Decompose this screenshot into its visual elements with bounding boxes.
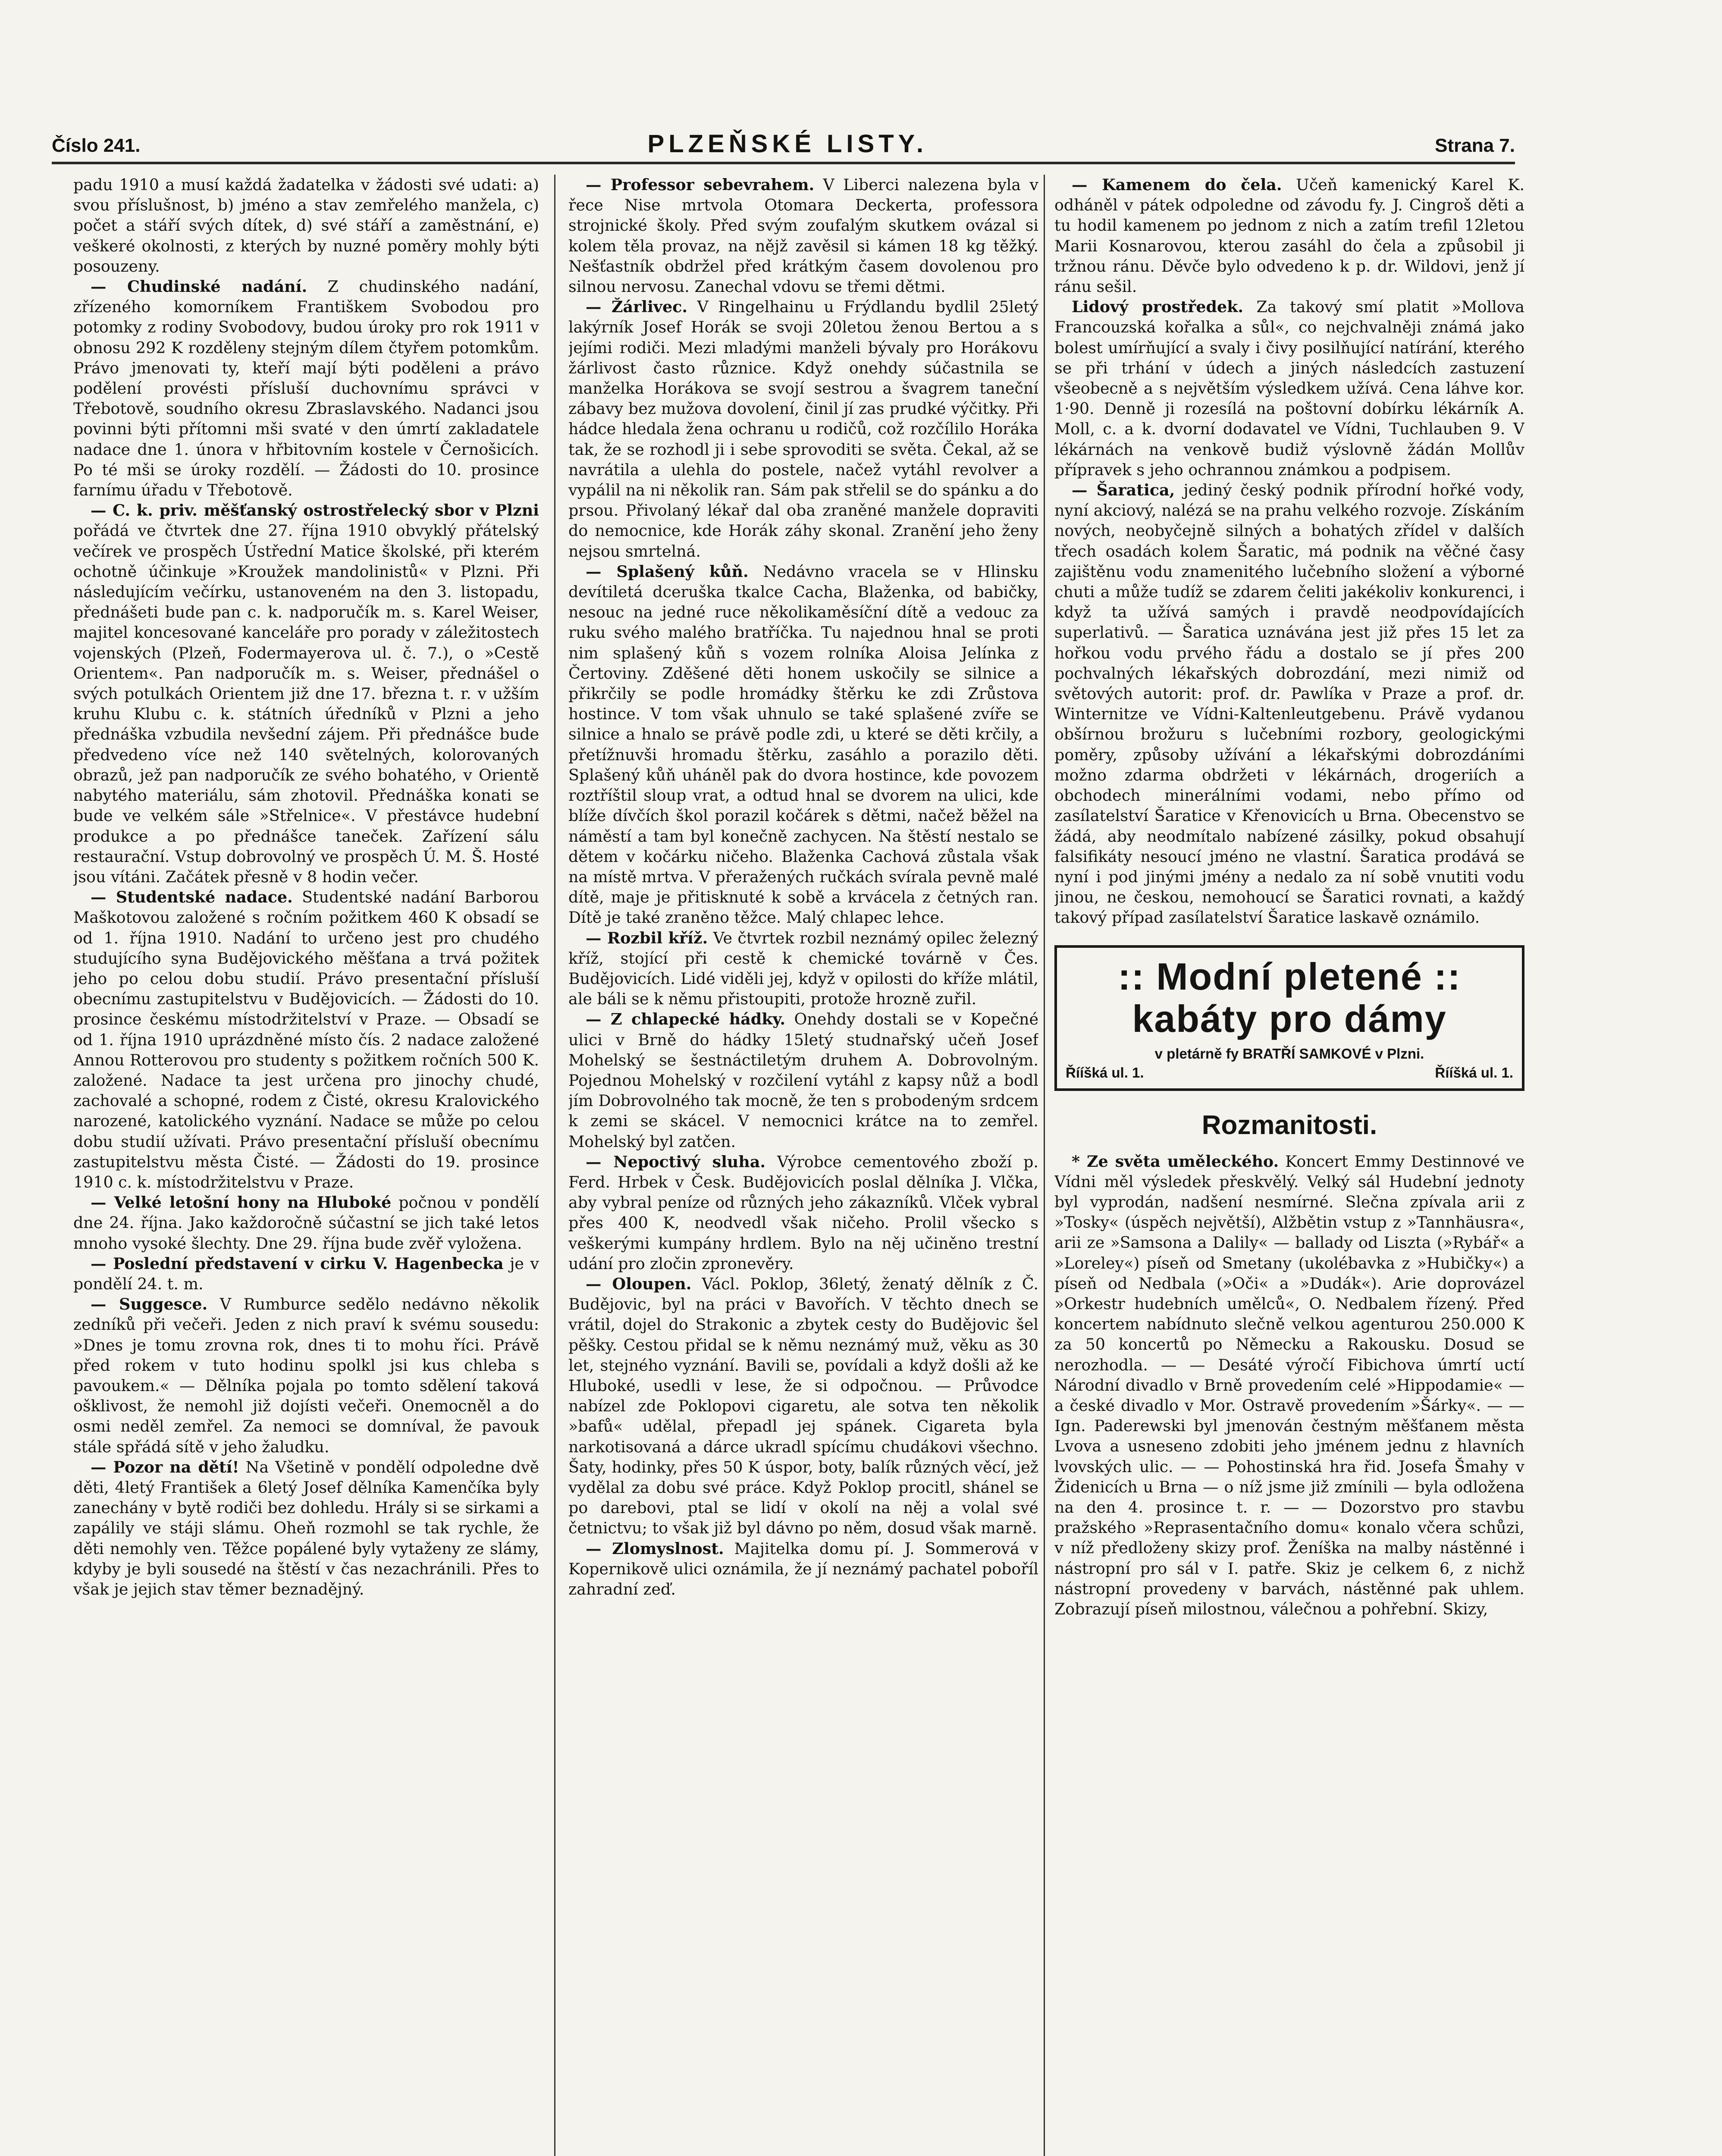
article — [568, 1539, 1038, 1600]
article-heading: — Šaratica, — [1072, 481, 1175, 500]
article-text: jediný český podnik přírodní hořké vody, nyní akciový, nalézá se na prahu velkého rozvoje. Získáním nových, neobyčejně silných a bohatých zřídel v dalších třech osadách kolem Šaratic, má podnik na věčné časy zajištěnu vodu znamenitého lučebního složení a výborné chuti a může tudíž se zdarem čeliti jakékoliv konkurenci, i když ta užívá samých i pravdě neodpovídajících superlativů. — Šaratica uznávána jest již přes 15 let za hořkou vodu prvého řádu a dostalo se jí přes 200 pochvalných lékařských dobrozdání, mezi nimiž od světových autorit: prof. dr. Pawlíka v Praze a prof. dr. Winternitze ve Vídni-Kaltenleutgebenu. Právě vydanou obšírnou brožuru s lučebními rozbory, geologickými poměry, způsoby užívání a lékařskými dobrozdáními možno zdarma obdržeti v lékárnách, drogeriích a obchodech minerálními vodami, nebo přímo od zasílatelství Šaratice v Křenovicích u Brna. Obecenstvo se žádá, aby neodmítalo nabízené zásilky, pokud obsahují falsifikáty nesoucí jméno ne vlastní. Šaratica prodává se nyní i pod jinými jmény a nedalo za ní sobě vnutiti vodu jinou, ne českou, nemohoucí se Šaratici rovnati, a každý takový případ zasílatelství Šaratice laskavě oznámilo. — [1054, 481, 1524, 927]
article-text: Ve čtvrtek rozbil neznámý opilec železný kříž, stojící při cestě k chemické továrně v Čes. Budějovicích. Lidé viděli jej, když v opilosti do kříže mlátil, ale báli se k němu přistoupiti, protože hrozně zuřil. — [568, 928, 1038, 1009]
article-heading: — Oloupen. — [586, 1274, 692, 1293]
column-middle — [568, 175, 1038, 2156]
article-heading: — Pozor na dětí! — [91, 1457, 239, 1476]
article-heading: — Professor sebevrahem. — [586, 175, 815, 194]
article-heading: * Ze světa uměleckého. — [1072, 1152, 1279, 1171]
article-heading: — Velké letošní hony na Hluboké — [91, 1193, 392, 1212]
article-heading: — Poslední představení v cirku V. Hagenbecka — [91, 1254, 504, 1273]
article-heading: — Žárlivec. — [586, 298, 688, 317]
article — [73, 276, 539, 500]
column-left — [73, 175, 539, 2156]
article-heading: — Zlomyslnost. — [586, 1539, 724, 1558]
article-text: padu 1910 a musí každá žadatelka v žádosti své udati: a) svou příslušnost, b) jméno a stav zemřelého manžela, c) počet a stáří svých dítek, d) své stáří a zaměstnání, e) veškeré okolnosti, z kterých by nuzné poměry mohly býti posouzeny. — [73, 175, 539, 276]
ad-address-row — [1066, 1063, 1513, 1082]
ad-subheadline: kabáty pro dámy — [1132, 997, 1447, 1040]
article — [73, 1253, 539, 1294]
article-heading: — Nepoctivý sluha. — [586, 1152, 766, 1171]
masthead-title: PLZEŇSKÉ LISTY. — [647, 130, 928, 158]
article-text: Studentské nadání Barborou Maškotovou založené s ročním požitkem 460 K obsadí se od 1. října 1910. Nadání to určeno jest pro chudého studujícího syna Budějovického měšťana a trvá požitek jeho po celou dobu studií. Právo presentační přísluší obecnímu zastupitelstvu v Budějovicích. — Žádosti do 10. prosince českému místodržitelství v Praze. — Obsadí se od 1. října 1910 uprázdněné místo čís. 2 nadace založené Annou Rotterovou pro studenty s požitkem ročních 500 K. založené. Nadace ta jest určena pro jinochy chudé, zachovalé a schopné, rodem z Čisté, okresu Kralovického narozené, katolického vyznání. Nadace se může po celou dobu studií užívati. Právo presentační přísluší obecnímu zastupitelstvu města Čisté. — Žádosti do 19. prosince 1910 c. k. místodržitelstvu v Praze. — [73, 888, 539, 1191]
article — [1054, 480, 1524, 928]
column-right — [1054, 175, 1524, 2156]
article-heading: — Kamenem do čela. — [1072, 175, 1282, 194]
article-heading: — Rozbil kříž. — [586, 928, 708, 947]
article — [568, 297, 1038, 561]
article-text: Václ. Poklop, 36letý, ženatý dělník z Č. Budějovic, byl na práci v Bavořích. V těchto dnech se vrátil, dojel do Strakonic a zbytek cesty do Budějovic šel pěšky. Cestou přidal se k němu neznámý muž, věku as 30 let, stejného vyznání. Bavili se, povídali a když došli až ke Hluboké, usedli v lese, že si odpočnou. — Průvodce nabízel zde Poklopovi cigaretu, ale sotva ten několik »bafů« udělal, přepadl jej spánek. Cigareta byla narkotisovaná a dárce ukradl spícímu chudákovi všechno. Šaty, hodinky, přes 50 K úspor, boty, balík různých věcí, jež vydělal za dobu své práce. Když Poklop procitl, shánel se po darebovi, ptal se lidí v okolí na něj a volal své četnictvu; to však již byl dávno po něm, dosud však marně. — [568, 1274, 1038, 1538]
article — [568, 1152, 1038, 1274]
article-heading: — Studentské nadace. — [91, 888, 293, 907]
advertisement-box — [1054, 945, 1524, 1091]
ad-address-right: Řííšká ul. 1. — [1435, 1064, 1513, 1081]
article — [73, 887, 539, 1192]
issue-number: Číslo 241. — [52, 135, 141, 156]
article-heading: — Z chlapecké hádky. — [586, 1010, 786, 1029]
article-text: Učeň kamenický Karel K. odháněl v pátek odpoledne od závodu fy. J. Cingroš děti a tu hodil kamenem po jednom z nich a zatím trefil 12letou Marii Kosnarovou, kterou zasáhl do čela a způsobil ji tržnou ránu. Děvče bylo odvedeno k p. dr. Wildovi, jenž jí ránu sešil. — [1054, 175, 1524, 296]
article — [73, 175, 539, 276]
article-text: V Liberci nalezena byla v řece Nise mrtvola Otomara Deckerta, professora strojnické školy. Před svým zoufalým skutkem ovázal si kolem těla provaz, na nějž zavěsil si kámen 18 kg těžký. Nešťastník obdržel před krátkým časem dovolenou pro silnou nervosu. Zanechal vdovu se třemi dětmi. — [568, 175, 1038, 296]
article-text: Výrobce cementového zboží p. Ferd. Hrbek v Česk. Budějovicích poslal dělníka J. Vlčka, aby vybral peníze od různých jeho zákazníků. Vlček vybral přes 400 K, neodvedl však ničeho. Prolil všecko s veškerými kumpány hrdlem. Bylo na něj učiněno trestní udání pro zločin zpronevěry. — [568, 1152, 1038, 1273]
article-text: Majitelka domu pí. J. Sommerová v Kopernikově ulici oznámila, že jí neznámý pachatel poboříl zahradní zeď. — [568, 1539, 1038, 1599]
article — [568, 561, 1038, 928]
article — [73, 1192, 539, 1253]
ad-address-left: Řííšká ul. 1. — [1066, 1064, 1144, 1081]
article — [73, 500, 539, 887]
article — [568, 928, 1038, 1009]
article-text: Za takový smí platit »Mollova Francouzská kořalka a sůl«, co nejchvalněji známá jako bolest umírňující a svaly i čivy posilňující natírání, kterého se při trhání v údech a jiných následcích zastuzení všeobecně a s největším výsledkem užívá. Cena láhve kor. 1·90. Denně ji rozesílá na poštovní dobírku lékárník A. Moll, c. a k. dvorní dodavatel ve Vídni, Tuchlauben 9. V lékárnách na venkově budiž výslovně žádán Mollův přípravek s jeho ochrannou známkou a podpisem. — [1054, 298, 1524, 479]
article — [73, 1457, 539, 1599]
article-heading: — C. k. priv. měšťanský ostrostřelecký sbor v Plzni — [91, 501, 539, 520]
article-heading: — Splašený kůň. — [586, 562, 749, 581]
article-text: Na Všetině v pondělí odpoledne dvě děti, 4letý František a 6letý Josef dělníka Kamenčíka byly zanechány v bytě rodiči bez dohledu. Hrály si se sirkami a zapálily ve stáji slámu. Oheň rozmohl se tak rychle, že děti nemohly ven. Těžce popálené byly vytaženy ze slámy, kdyby je byli sousedé na štěstí v čas nezachránili. Přes to však je jejich stav těmer beznadějný. — [73, 1457, 539, 1599]
column-divider — [554, 175, 555, 2156]
article-text: je v pondělí 24. t. m. — [73, 1254, 539, 1293]
article — [1054, 1151, 1524, 1620]
article-text: Nedávno vracela se v Hlinsku devítiletá dceruška tkalce Cacha, Blaženka, od babičky, nesouc na jedné ruce několikaměsíční dítě a vedouc za ruku svého malého bratříčka. Tu najednou hnal se proti nim splašený kůň s vozem rolníka Aloisa Jelínka z Čertoviny. Zděšené děti honem uskočily se silnice a přikrčily se podle hromádky štěrku ke zdi Zrůstova hostince. V tom však uhnulo se také splašené zvíře se silnice a hnalo se právě podle zdi, u které se děti krčily, a přetížnuvši hromadu štěrku, zasáhlo a porazilo děti. Splašený kůň uháněl pak do dvora hostince, kde povozem roztříštil sloup vrat, a odtud hnal se dvorem na ulici, kde blíže dívčích škol porazil kočárek s dětmi, načež běžel na náměstí a tam byl konečně zachycen. Na štěstí nestalo se dětem v kočárku ničeho. Blaženka Cachová zůstala však na místě mrtva. V přeražených ručkách svírala pevně malé dítě, maje je přitisknuté k sobě a krvácela z četných ran. Dítě je také zraněno těžce. Malý chlapec lehce. — [568, 562, 1038, 927]
section-title: Rozmanitosti. — [1201, 1110, 1377, 1140]
article-text: pořádá ve čtvrtek dne 27. října 1910 obvyklý přátelský večírek ve prospěch Ústřední Matice školské, při kterém ochotně účinkuje »Kroužek mandolinistů« v Plzni. Při následujícím večírku, ustanoveném na den 3. listopadu, přednášeti bude pan c. k. nadporučík m. s. Karel Weiser, majitel koncesované kanceláře pro porady v záležitostech vojenských (Plzeň, Fodermayerova ul. č. 7.), o »Cestě Orientem«. Pan nadporučík m. s. Weiser, přednášel o svých potulkách Orientem již dne 17. března t. r. v užším kruhu Klubu c. k. státních úředníků v Plzni a jeho přednáška vzbudila nevšední zájem. Při přednášce bude předvedeno více než 140 světelných, kolorovaných obrazů, jež pan nadporučík ze svého bohatého, v Orientě nabytého materiálu, sám zhotovil. Přednáška konati se bude ve velkém sále »Střelnice«. V přestávce hudební produkce a po přednášce taneček. Zařízení sálu restaurační. Vstup dobrovolný ve prospěch Ú. M. Š. Hosté jsou vítáni. Začátek přesně v 8 hodin večer. — [73, 521, 539, 886]
article-heading: — Suggesce. — [91, 1295, 208, 1314]
article-text: V Ringelhainu u Frýdlandu bydlil 25letý lakýrník Josef Horák se svoji 20letou ženou Bertou a s jejími rodiči. Mezi mladými manželi bývaly pro Horákovu žárlivost často různice. Když onehdy súčastnila se manželka Horákova se svojí sestrou a švagrem taneční zábavy bez mužova dovolení, činil jí zas prudké výčitky. Při hádce hledala žena ochranu u rodičů, což rozčílilo Horáka tak, že se rozhodl ji i sebe sprovoditi se světa. Čekal, až se navrátila a ulehla do postele, načež vytáhl revolver a vypálil na ni několik ran. Sám pak střelil se do spánku a do prsou. Přivolaný lékař dal oba zraněné manžele dopraviti do nemocnice, kde Horák záhy skonal. Zranění jeho ženy nejsou smrtelná. — [568, 298, 1038, 561]
article-text: Onehdy dostali se v Kopečné ulici v Brně do hádky 15letý studnařský učeň Josef Mohelský se šestnáctiletým druhem A. Dobrovolným. Pojednou Mohelský v rozčilení vytáhl z kapsy nůž a bodl jím Dobrovolného tak mocně, že ten s probodeným srdcem k zemi se skácel. V nemocnici krátce na to zemřel. Mohelský byl zatčen. — [568, 1010, 1038, 1151]
article — [1054, 297, 1524, 480]
article-text: Z chudinského nadání, zřízeného komorníkem Františkem Svobodou pro potomky z rodiny Svobodovy, budou úroky pro rok 1911 v obnosu 292 K rozděleny stejným dílem čtyřem potomkům. Právo jmenovati ty, kteří mají býti poděleni a právo podělení provésti přísluší duchovnímu správci v Třebotově, soudního okresu Zbraslavského. Nadanci jsou povinni býti přítomni mši svaté v den úmrtí zakladatele nadace dne 1. února v hřbitovním kostele v Černošicích. Po té mši se úroky rozdělí. — Žádosti do 10. prosince farnímu úřadu v Třebotově. — [73, 277, 539, 500]
article-text: počnou v pondělí dne 24. října. Jako každoročně súčastní se jich také letos mnoho vysoké šlechty. Dne 29. října bude zvěř vyložena. — [73, 1193, 539, 1253]
page-number: Strana 7. — [1435, 135, 1515, 156]
article-text: V Rumburce sedělo nedávno několik zedníků při večeři. Jeden z nich praví k svému sousedu: »Dnes je tomu zrovna rok, dnes ti to mohu říci. Právě před rokem v tuto hodinu spolkl jsi kus chleba s pavoukem.« — Dělníka pojala po tomto sdělení taková ošklivost, že nemohl již dojísti večeři. Onemocněl a do osmi neděl zemřel. Za nemoci se domníval, že pavouk stále spřádá sítě v jeho žaludku. — [73, 1295, 539, 1456]
ad-headline: :: Modní pletené :: — [1118, 955, 1461, 998]
column-divider — [1044, 175, 1045, 2156]
article — [568, 1009, 1038, 1151]
page-header — [52, 110, 1515, 164]
article — [1054, 175, 1524, 297]
ad-vendor: v pletárně fy BRATŘÍ SAMKOVÉ v Plzni. — [1154, 1045, 1424, 1062]
article — [568, 175, 1038, 297]
article — [73, 1294, 539, 1457]
article — [568, 1274, 1038, 1539]
article-heading: — Chudinské nadání. — [91, 277, 307, 296]
article-heading: Lidový prostředek. — [1072, 298, 1243, 317]
article-text: Koncert Emmy Destinnové ve Vídni měl výsledek přeskvělý. Velký sál Hudební jednoty byl vyprodán, nadšení nesmírné. Slečna zpívala arii z »Tosky« (úspěch největší), Alžbětin vstup z »Tannhäusra«, arii ze »Samsona a Dalily« — ballady od Liszta (»Rybář« a »Loreley«) píseň od Smetany (ukolébavka z »Hubičky«) a píseň od Nedbala (»Oči« a »Dudák«). Arie doprovázel »Orkestr hudebních umělců«, O. Nedbalem řízený. Před koncertem nabídnuto slečně velkou agenturou 250.000 K za 50 koncertů po Německu a Rakousku. Dosud se nerozhodla. — — Desáté výročí Fibichova úmrtí uctí Národní divadlo v Brně provedením celé »Hippodamie« — a české divadlo v Mor. Ostravě provedením »Šárky«. — — Ign. Paderewski byl jmenován čestným měšťanem města Lvova a usneseno zdobiti jeho jménem jednu z hlavních lvovských ulic. — — Pohostinská hra řid. Josefa Šmahy v Židenicích u Brna — o níž jsme již zmínili — byla odložena na den 4. prosince t. r. — — Dozorstvo pro stavbu pražského »Reprasentačního domu« konalo včera schůzi, v níž předloženy skizy prof. Ženíška na malby nástěnné i nástropní pro sál v I. patře. Skiz je celkem 6, z nichž nástropní provedeny v barvách, nástěnné pak uhlem. Zobrazují píseň milostnou, válečnou a pohřební. Skizy, — [1054, 1152, 1524, 1618]
